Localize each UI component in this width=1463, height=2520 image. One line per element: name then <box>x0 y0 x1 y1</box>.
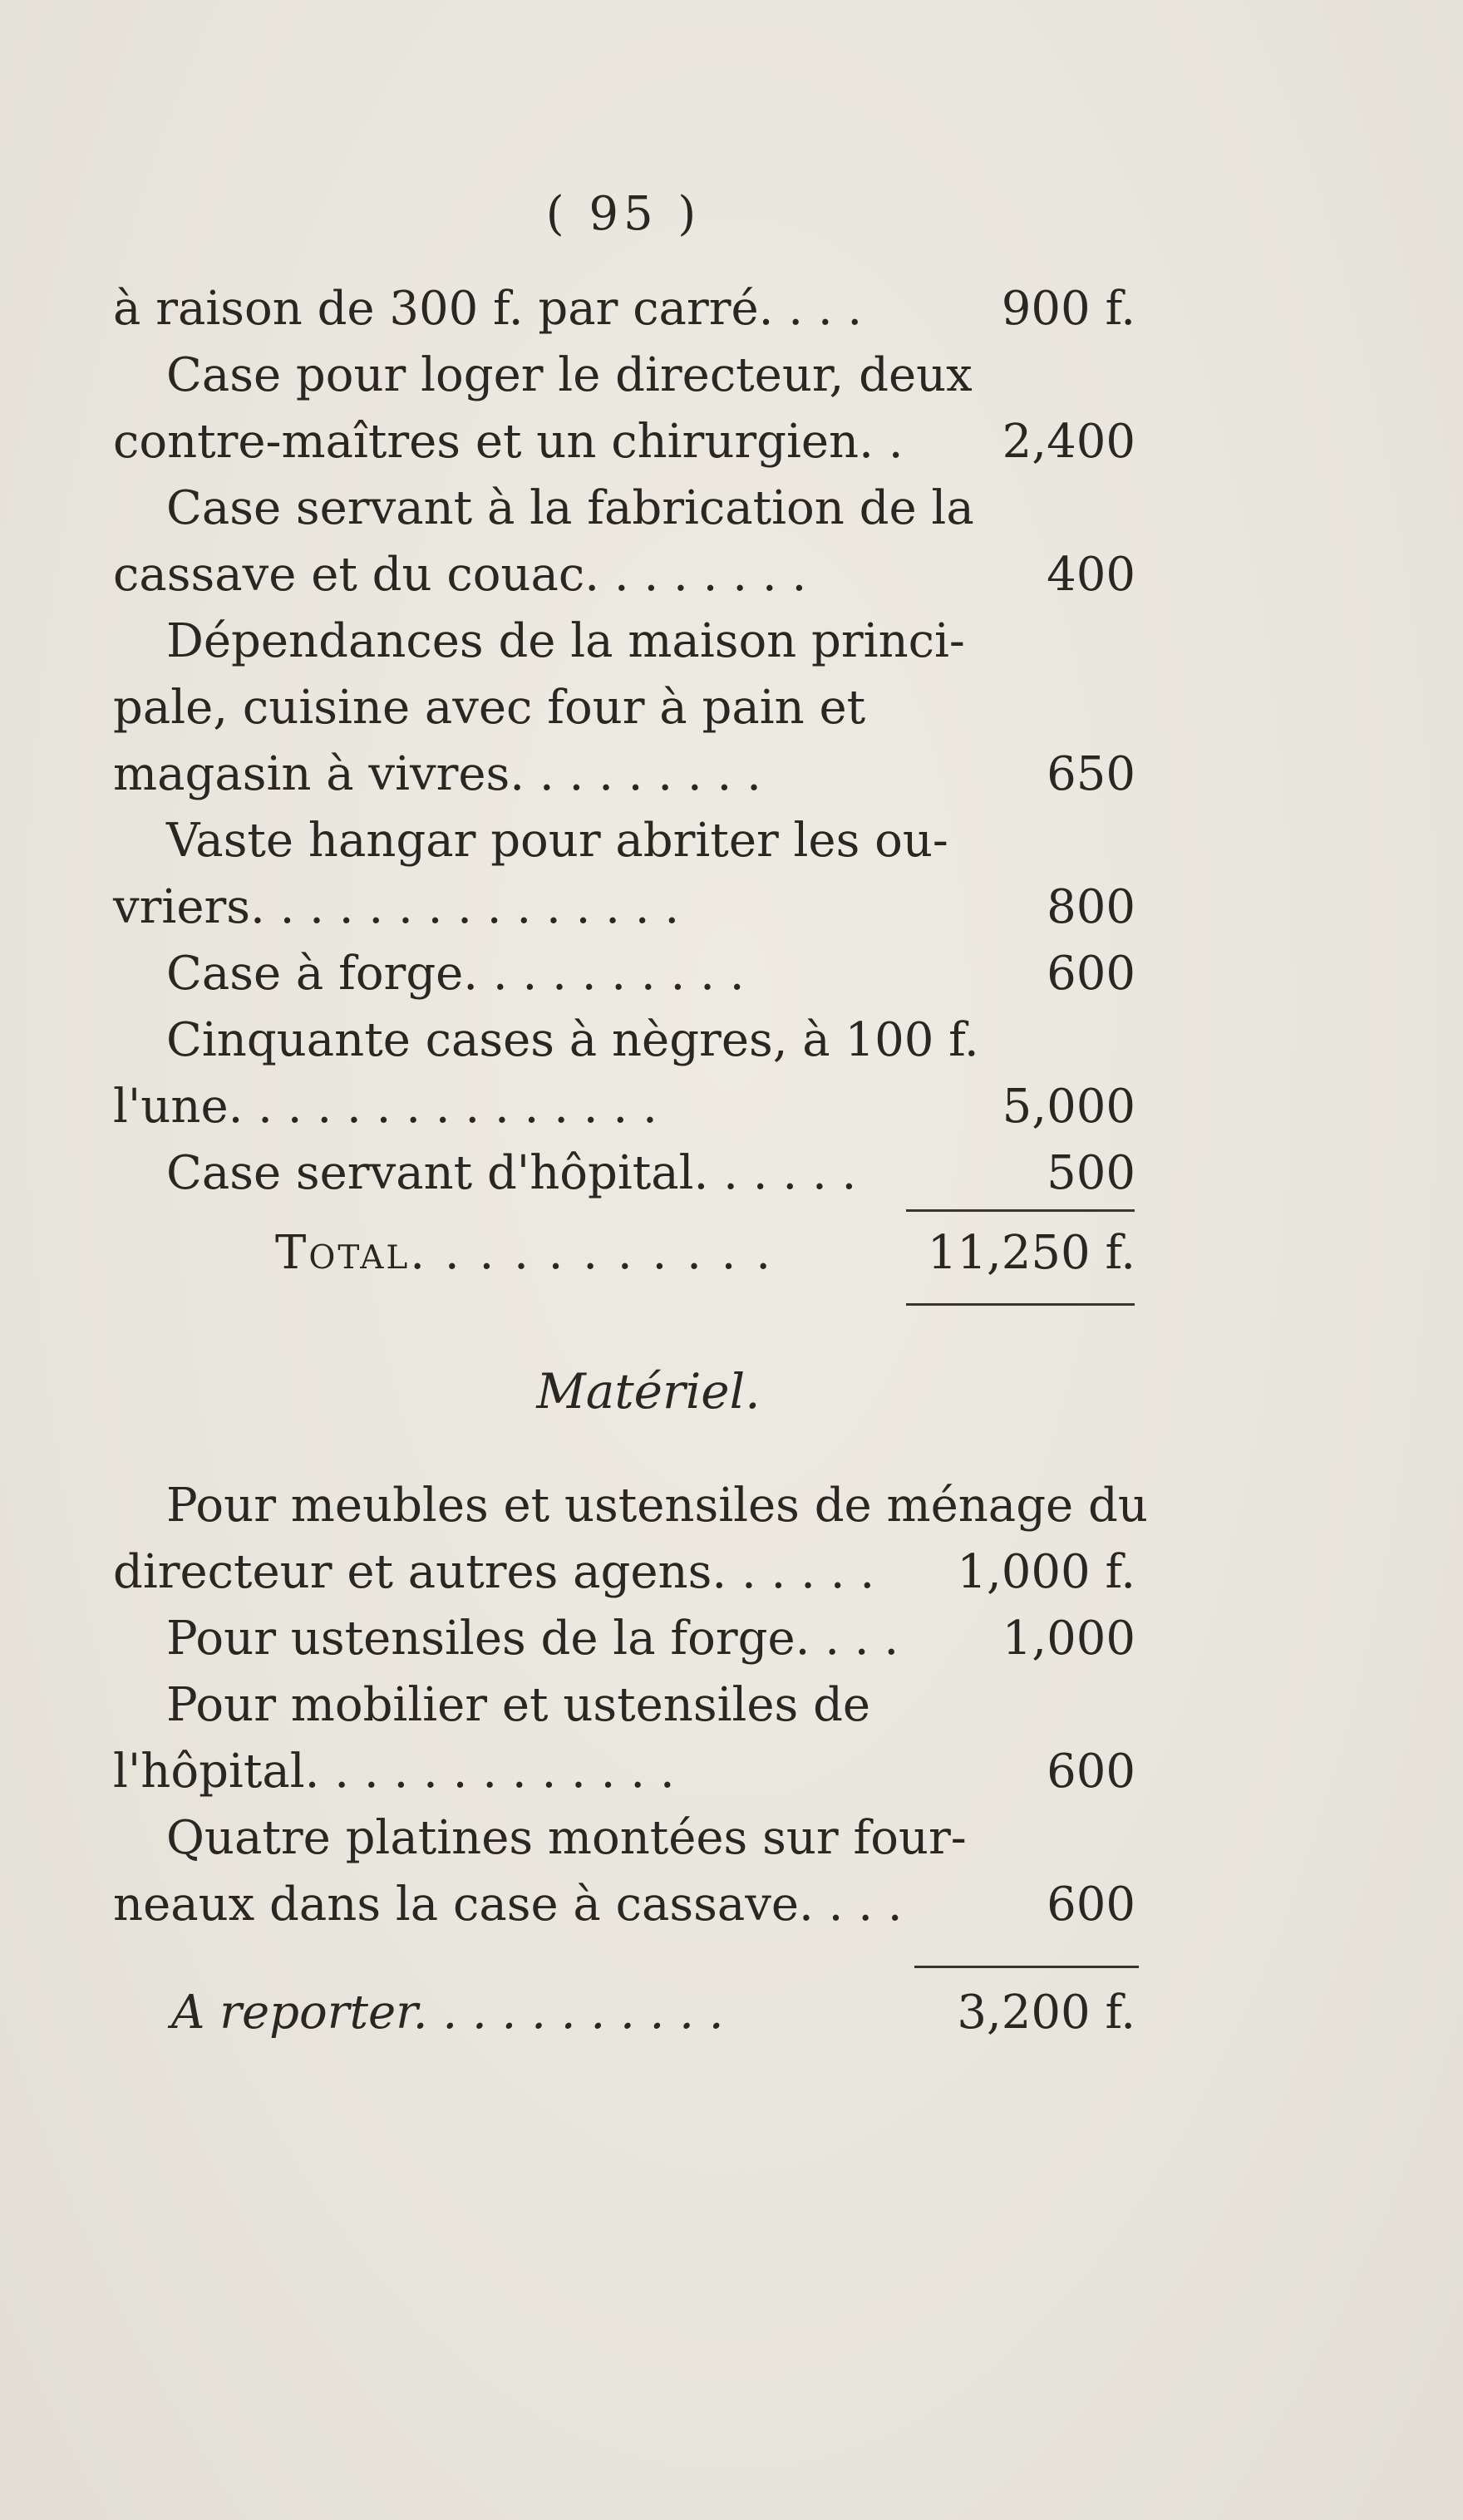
entry-label: Case à forge. . . . . . . . . . <box>166 947 745 1001</box>
section-title: Matériel. <box>536 1363 761 1420</box>
entry-amount: 600 <box>1047 1878 1135 1932</box>
entry-line <box>113 608 1135 675</box>
sum-rule <box>906 1209 1135 1212</box>
entry-label: l'une. . . . . . . . . . . . . . . <box>113 1080 658 1134</box>
entry-line <box>113 1739 1135 1805</box>
entry-amount: 650 <box>1047 747 1135 801</box>
entry-amount: 2,400 <box>1002 415 1135 469</box>
entry-amount: 1,000 <box>1002 1612 1135 1666</box>
total-line <box>113 1220 1135 1287</box>
entry-line <box>113 675 1135 741</box>
entry-line <box>113 1473 1148 1539</box>
entry-label: Pour ustensiles de la forge. . . . <box>166 1612 899 1666</box>
entry-label: Dépendances de la maison princi- <box>166 614 965 668</box>
entry-line <box>113 342 1135 409</box>
entry-label: Case servant à la fabrication de la <box>166 481 974 535</box>
entry-label: Case pour loger le directeur, deux <box>166 348 973 402</box>
entry-line <box>113 874 1135 941</box>
entry-line <box>113 741 1135 808</box>
carry-rule <box>914 1966 1139 1968</box>
entry-line <box>113 1140 1135 1207</box>
total-label: Total. . . . . . . . . . . <box>275 1226 774 1280</box>
entry-line <box>113 941 1135 1007</box>
entry-line <box>113 1074 1135 1140</box>
entry-line <box>113 1007 1135 1074</box>
entry-amount: 5,000 <box>1002 1080 1135 1134</box>
entry-label: magasin à vivres. . . . . . . . . <box>113 747 761 801</box>
entry-label: l'hôpital. . . . . . . . . . . . . <box>113 1745 675 1799</box>
total-rule <box>906 1303 1135 1306</box>
entry-amount: 600 <box>1047 947 1135 1001</box>
entry-label: à raison de 300 f. par carré. . . . <box>113 282 863 336</box>
entry-label: Quatre platines montées sur four- <box>166 1811 967 1865</box>
carry-label: A reporter. . . . . . . . . . . <box>171 1986 724 2040</box>
entry-label: neaux dans la case à cassave. . . . <box>113 1878 903 1932</box>
entry-label: Pour meubles et ustensiles de ménage du <box>166 1479 1148 1533</box>
total-amount: 11,250 f. <box>927 1226 1135 1280</box>
entry-amount: 500 <box>1047 1146 1135 1200</box>
entry-line <box>113 276 1135 342</box>
entry-line <box>113 1672 1135 1739</box>
entry-label: cassave et du couac. . . . . . . . <box>113 548 807 602</box>
entry-line <box>113 1539 1135 1606</box>
carry-line <box>113 1980 1135 2046</box>
entry-line <box>113 475 1135 542</box>
entry-amount: 1,000 f. <box>957 1545 1135 1599</box>
entry-label: Pour mobilier et ustensiles de <box>166 1678 871 1732</box>
entry-label: pale, cuisine avec four à pain et <box>113 681 866 735</box>
entry-label: Vaste hangar pour abriter les ou- <box>166 814 948 868</box>
entry-line <box>113 1872 1135 1938</box>
carry-amount: 3,200 f. <box>957 1986 1135 2040</box>
entry-amount: 400 <box>1047 548 1135 602</box>
entry-label: directeur et autres agens. . . . . . <box>113 1545 875 1599</box>
entry-line <box>113 409 1135 475</box>
entry-label: Cinquante cases à nègres, à 100 f. <box>166 1013 979 1067</box>
entry-line <box>113 1805 1135 1872</box>
entry-amount: 600 <box>1047 1745 1135 1799</box>
page-number: ( 95 ) <box>545 187 702 241</box>
entry-amount: 900 f. <box>1001 282 1135 336</box>
entry-line <box>113 1606 1135 1672</box>
entry-label: Case servant d'hôpital. . . . . . <box>166 1146 857 1200</box>
entry-label: contre-maîtres et un chirurgien. . <box>113 415 904 469</box>
entry-amount: 800 <box>1047 880 1135 934</box>
entry-line <box>113 542 1135 608</box>
entry-line <box>113 808 1135 874</box>
entry-label: vriers. . . . . . . . . . . . . . . <box>113 880 680 934</box>
